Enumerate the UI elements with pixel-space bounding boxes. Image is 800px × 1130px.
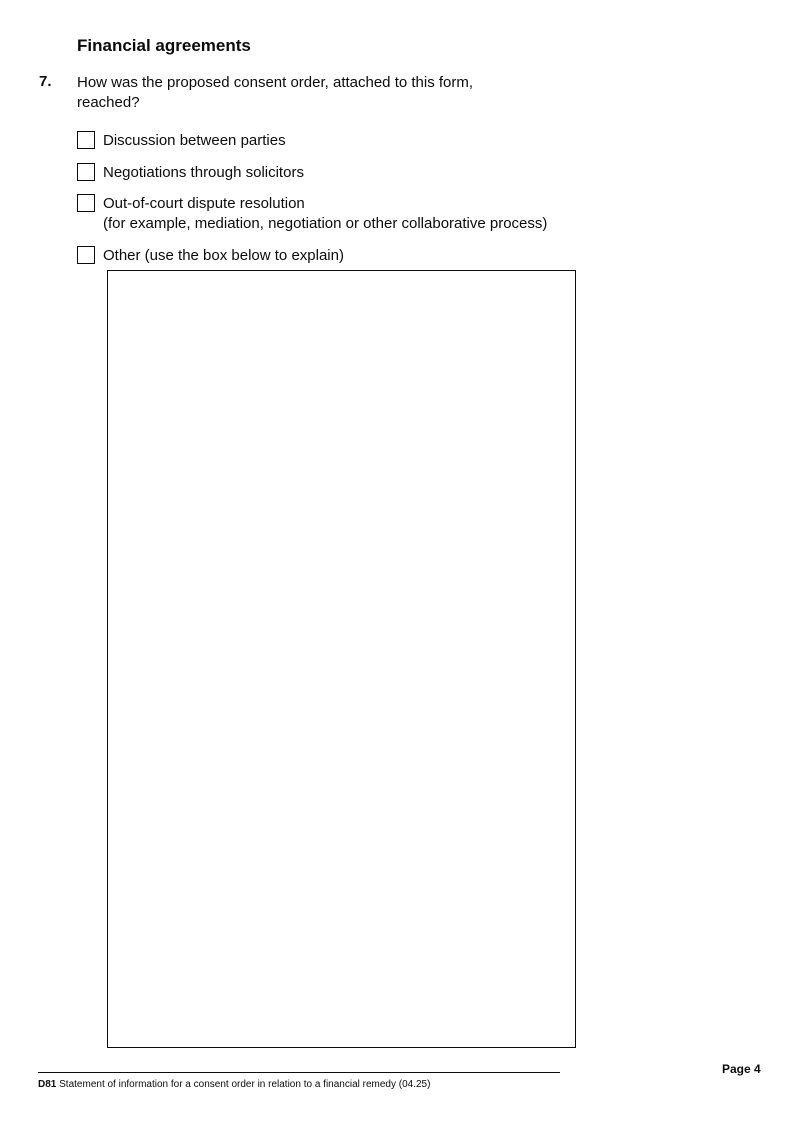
form-title: Statement of information for a consent order in relation to a financial remedy (04.25) bbox=[56, 1079, 431, 1090]
checkbox-other[interactable] bbox=[77, 246, 95, 264]
form-code: D81 bbox=[38, 1079, 57, 1090]
option-discussion[interactable] bbox=[77, 131, 286, 151]
option-label-out-of-court: Out-of-court dispute resolution bbox=[103, 195, 305, 212]
option-out-of-court[interactable] bbox=[77, 194, 547, 234]
other-explanation-textbox[interactable] bbox=[107, 270, 576, 1048]
checkbox-solicitors[interactable] bbox=[77, 163, 95, 181]
option-note-out-of-court: (for example, mediation, negotiation or other collaborative process) bbox=[103, 215, 548, 232]
checkbox-discussion[interactable] bbox=[77, 131, 95, 149]
page-number: Page 4 bbox=[722, 1062, 761, 1076]
option-label-solicitors: Negotiations through solicitors bbox=[103, 164, 304, 181]
section-title: Financial agreements bbox=[77, 36, 251, 55]
footer-form-reference bbox=[38, 1079, 430, 1090]
question-text: How was the proposed consent order, attached to this form, reached? bbox=[77, 74, 474, 111]
option-other[interactable] bbox=[77, 246, 344, 266]
option-label-discussion: Discussion between parties bbox=[103, 132, 286, 149]
option-label-other-suffix: (use the box below to explain) bbox=[140, 247, 344, 264]
question-number: 7. bbox=[39, 73, 52, 90]
footer-divider bbox=[38, 1072, 560, 1073]
option-solicitors[interactable] bbox=[77, 163, 304, 183]
option-label-other: Other bbox=[103, 247, 141, 264]
checkbox-out-of-court[interactable] bbox=[77, 194, 95, 212]
